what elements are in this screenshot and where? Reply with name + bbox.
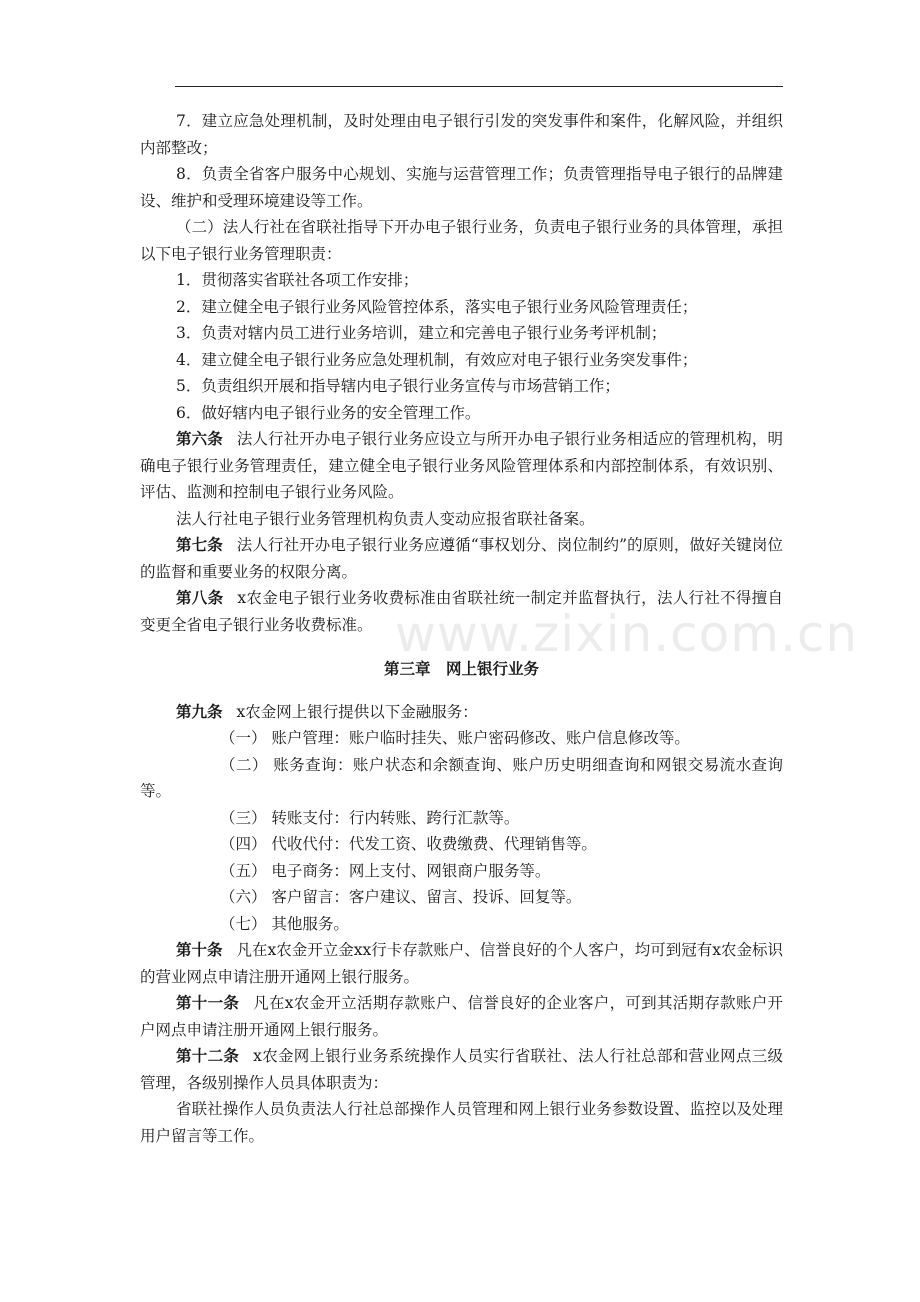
paragraph-section-2: （二）法人行社在省联社指导下开办电子银行业务，负责电子银行业务的具体管理，承担以下电子银行业务管理职责：: [140, 218, 783, 263]
article-label: 第十一条: [176, 994, 240, 1012]
article-text: 凡在x农金开立活期存款账户、信誉良好的企业客户，可到其活期存款账户开户网点申请注册开通网上银行服务。: [140, 994, 783, 1039]
article-text: x农金电子银行业务收费标准由省联社统一制定并监督执行，法人行社不得擅自变更全省电子银行业务收费标准。: [140, 589, 783, 634]
article-text: x农金网上银行业务系统操作人员实行省联社、法人行社总部和营业网点三级管理，各级别操作人员具体职责为：: [140, 1047, 783, 1092]
article-label: 第六条: [176, 430, 223, 448]
service-item: （四） 代收代付：代发工资、收费缴费、代理销售等。: [220, 835, 597, 853]
article-9: [140, 699, 783, 726]
article-7: [140, 532, 783, 585]
article-text: 凡在x农金开立金xx行卡存款账户、信誉良好的个人客户，均可到冠有x农金标识的营业网点申请注册开通网上银行服务。: [140, 941, 783, 986]
service-item: （一） 账户管理：账户临时挂失、账户密码修改、账户信息修改等。: [220, 729, 690, 747]
header-rule: [175, 86, 783, 87]
article-label: 第九条: [176, 702, 223, 721]
article-11: [140, 990, 783, 1043]
article-label: 第八条: [176, 589, 224, 607]
article-6: [140, 426, 783, 506]
list-item: 5．负责组织开展和指导辖内电子银行业务宣传与市场营销工作；: [176, 377, 620, 395]
service-item: （六） 客户留言：客户建议、留言、投诉、回复等。: [220, 888, 582, 906]
list-item: 4．建立健全电子银行业务应急处理机制，有效应对电子银行业务突发事件；: [176, 350, 698, 369]
service-item: （七） 其他服务。: [220, 914, 349, 933]
list-item: 2．建立健全电子银行业务风险管控体系，落实电子银行业务风险管理责任；: [176, 297, 698, 316]
document-body: [140, 108, 783, 1149]
article-6-paragraph-2: 法人行社电子银行业务管理机构负责人变动应报省联社备案。: [176, 509, 595, 528]
list-item: 6．做好辖内电子银行业务的安全管理工作。: [176, 403, 481, 422]
article-label: 第十条: [176, 941, 223, 959]
service-item: （五） 电子商务：网上支付、网银商户服务等。: [220, 861, 551, 880]
paragraph-item-8: 8．负责全省客户服务中心规划、实施与运营管理工作；负责管理指导电子银行的品牌建设、维护和受理环境建设等工作。: [140, 165, 783, 210]
article-label: 第十二条: [176, 1047, 240, 1065]
service-item: （二） 账务查询：账户状态和余额查询、账户历史明细查询和网银交易流水查询等。: [140, 755, 783, 800]
article-10: [140, 937, 783, 990]
article-12: [140, 1043, 783, 1096]
paragraph-item-7: 7．建立应急处理机制，及时处理由电子银行引发的突发事件和案件，化解风险，并组织内部整改；: [140, 112, 783, 157]
service-item: （三） 转账支付：行内转账、跨行汇款等。: [220, 808, 520, 827]
chapter-heading: 第三章 网上银行业务: [383, 660, 539, 678]
article-label: 第七条: [176, 536, 223, 554]
list-item: 3．负责对辖内员工进行业务培训，建立和完善电子银行业务考评机制；: [176, 324, 667, 342]
article-8: [140, 585, 783, 638]
article-text: 法人行社开办电子银行业务应设立与所开办电子银行业务相适应的管理机构，明确电子银行业务管理责任，建立健全电子银行业务风险管理体系和内部控制体系，有效识别、评估、监测和控制电子银行业务风险。: [140, 430, 783, 501]
article-text: x农金网上银行提供以下金融服务：: [236, 702, 478, 721]
watermark: www.zixin.com.cn: [395, 605, 859, 663]
article-12-paragraph-2: 省联社操作人员负责法人行社总部操作人员管理和网上银行业务参数设置、监控以及处理用户留言等工作。: [140, 1100, 783, 1145]
list-item: 1．贯彻落实省联社各项工作安排；: [176, 271, 419, 289]
article-text: 法人行社开办电子银行业务应遵循“事权划分、岗位制约”的原则，做好关键岗位的监督和重要业务的权限分离。: [140, 536, 783, 581]
